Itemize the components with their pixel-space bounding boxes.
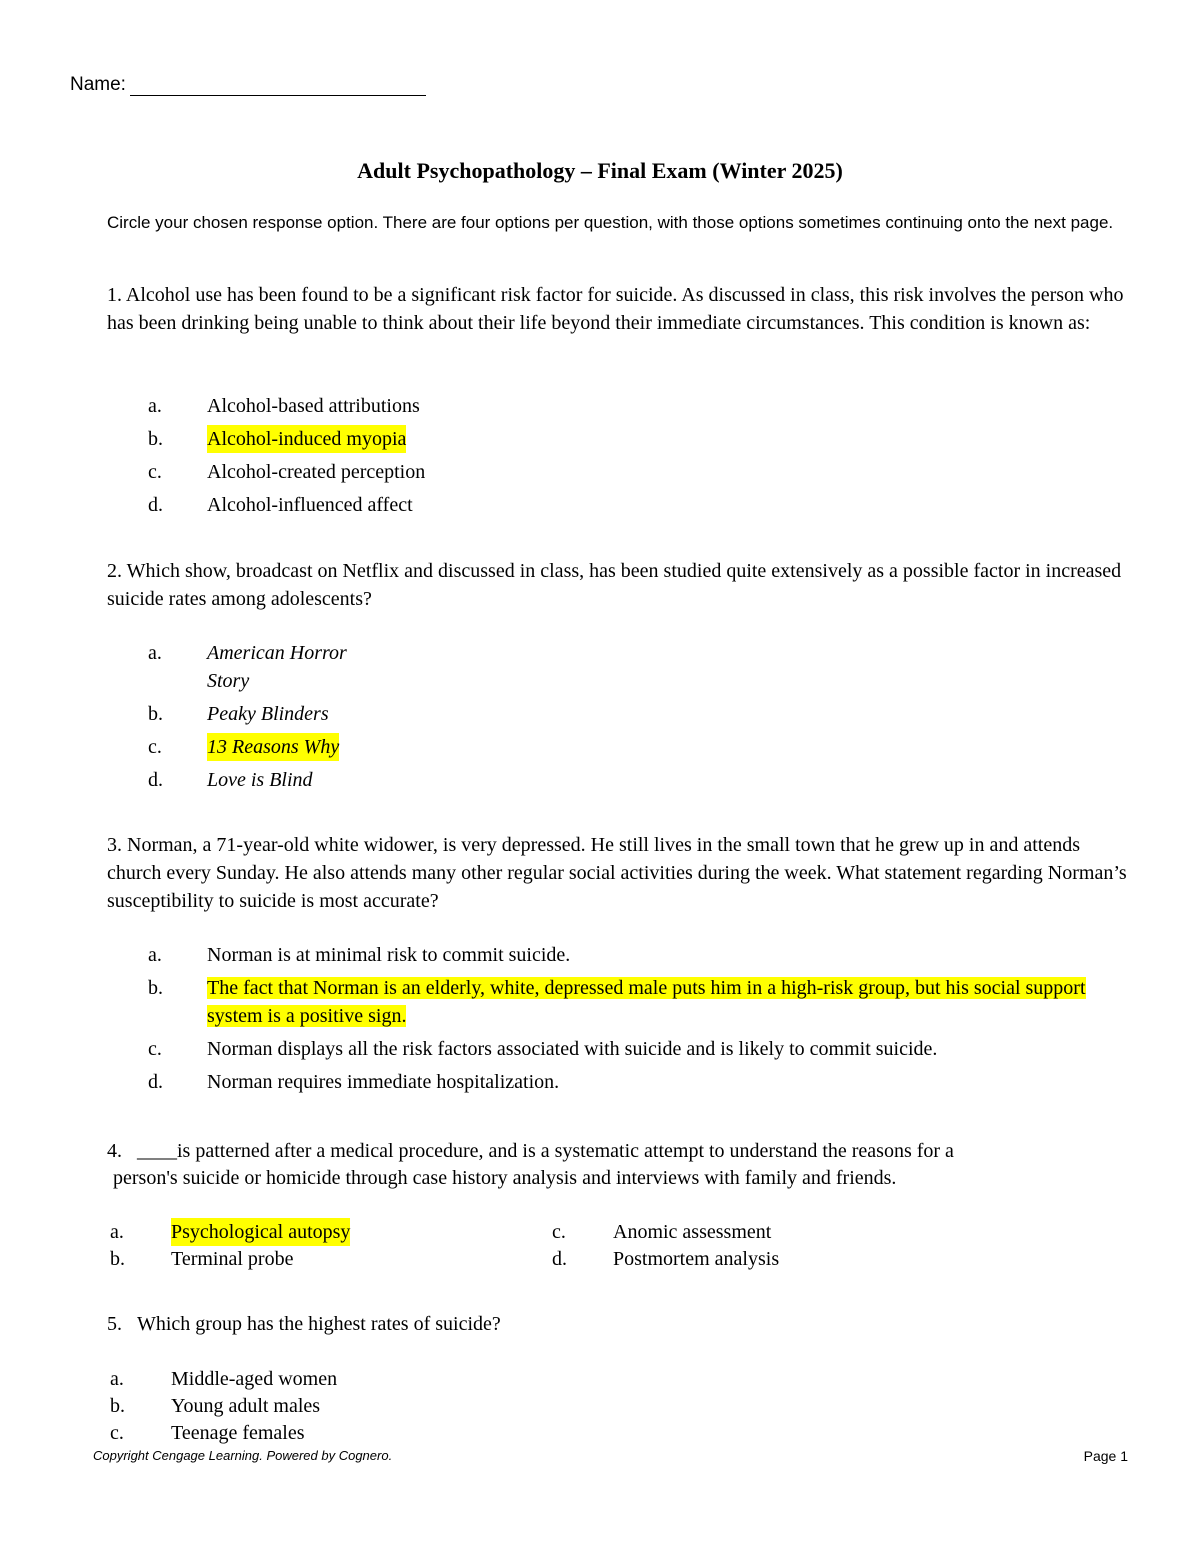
option-text: Anomic assessment [613, 1221, 772, 1243]
option-letter: a. [148, 395, 162, 417]
question-1-option-a[interactable] [0, 392, 1200, 420]
option-text: Alcohol-influenced affect [207, 494, 413, 516]
option-text: Terminal probe [171, 1248, 294, 1270]
option-letter: d. [552, 1248, 567, 1270]
fill-in-blank: ____ [137, 1140, 177, 1162]
question-5-stem [107, 1310, 1137, 1338]
option-letter: b. [148, 977, 163, 999]
question-4-stem-line2: person's suicide or homicide through case history analysis and interviews with family and friends. [113, 1167, 897, 1189]
option-text-highlighted: 13 Reasons Why [207, 733, 339, 761]
option-letter: c. [148, 461, 162, 483]
option-text: American Horror Story [207, 642, 347, 692]
option-text: Middle-aged women [171, 1368, 338, 1390]
option-text: Alcohol-created perception [207, 461, 426, 483]
question-2-option-b[interactable] [0, 700, 1200, 728]
footer-page-number: Page 1 [1083, 1448, 1128, 1464]
stem-text: Which group has the highest rates of suicide? [137, 1313, 501, 1335]
question-5-option-a[interactable] [0, 1365, 600, 1393]
question-2-option-c[interactable] [0, 733, 1200, 761]
option-text: Norman requires immediate hospitalization. [207, 1071, 560, 1093]
option-letter: b. [148, 703, 163, 725]
question-2-option-d[interactable] [0, 766, 1200, 794]
question-3-option-b[interactable] [0, 974, 1200, 1032]
name-blank-line[interactable] [130, 77, 426, 96]
option-letter: b. [110, 1395, 125, 1417]
option-letter: d. [148, 1071, 163, 1093]
page-title: Adult Psychopathology – Final Exam (Winter 2025) [357, 158, 843, 183]
question-4-option-d[interactable] [540, 1245, 1140, 1273]
question-2-option-a[interactable] [0, 639, 1200, 697]
option-letter: a. [110, 1221, 124, 1243]
name-field [70, 74, 426, 96]
question-5-option-c[interactable] [0, 1419, 600, 1447]
option-text: Postmortem analysis [613, 1248, 780, 1270]
highlight-span: The fact that Norman is an elderly, white, depressed male puts him in a high-risk group, but his social support system is a positive sign. [207, 977, 1086, 1027]
option-text: Young adult males [171, 1395, 321, 1417]
instructions: Circle your chosen response option. There are four options per question, with those options sometimes continuing onto the next page. [107, 213, 1114, 232]
question-3-option-d[interactable] [0, 1068, 1200, 1096]
question-1-stem: 1. Alcohol use has been found to be a significant risk factor for suicide. As discussed in class, this risk involves the person who has been drinking being unable to think about their life beyond their immediate circumstances. This condition is known as: [107, 284, 1124, 334]
option-text: Norman is at minimal risk to commit suicide. [207, 944, 571, 966]
question-4-option-c[interactable] [540, 1218, 1140, 1246]
option-letter: a. [148, 642, 162, 664]
option-letter: d. [148, 769, 163, 791]
question-number: 4. [107, 1140, 122, 1162]
question-3-stem: 3. Norman, a 71-year-old white widower, is very depressed. He still lives in the small town that he grew up in and attends church every Sunday. He also attends many other regular social activities during the week. What statement regarding Norman’s susceptibility to suicide is most accurate? [107, 834, 1127, 912]
option-text: Peaky Blinders [207, 703, 329, 725]
option-letter: c. [552, 1221, 566, 1243]
option-text: Alcohol-based attributions [207, 395, 420, 417]
option-letter: d. [148, 494, 163, 516]
option-letter: b. [110, 1248, 125, 1270]
question-5-option-b[interactable] [0, 1392, 600, 1420]
name-label: Name: [70, 74, 126, 95]
option-text: Norman displays all the risk factors associated with suicide and is likely to commit suicide. [207, 1038, 938, 1060]
option-text: Teenage females [171, 1422, 305, 1444]
option-text-highlighted [207, 974, 1087, 1030]
option-letter: c. [110, 1422, 124, 1444]
question-1-option-d[interactable] [0, 491, 1200, 519]
footer-copyright: Copyright Cengage Learning. Powered by Cognero. [93, 1448, 393, 1463]
option-letter: c. [148, 1038, 162, 1060]
question-3-option-a[interactable] [0, 941, 1200, 969]
option-letter: a. [148, 944, 162, 966]
question-4-option-a[interactable] [0, 1218, 540, 1246]
stem-text: is patterned after a medical procedure, and is a systematic attempt to understand the reasons for a [177, 1140, 954, 1162]
option-text: Love is Blind [207, 769, 313, 791]
option-text-highlighted: Alcohol-induced myopia [207, 425, 406, 453]
question-number: 5. [107, 1313, 122, 1335]
option-letter: b. [148, 428, 163, 450]
question-2-stem: 2. Which show, broadcast on Netflix and discussed in class, has been studied quite extensively as a possible factor in increased suicide rates among adolescents? [107, 560, 1122, 610]
option-letter: a. [110, 1368, 124, 1390]
question-4-stem [107, 1137, 1137, 1165]
option-text-highlighted: Psychological autopsy [171, 1218, 350, 1246]
question-1-option-c[interactable] [0, 458, 1200, 486]
question-4-option-b[interactable] [0, 1245, 540, 1273]
question-3-option-c[interactable] [0, 1035, 1200, 1063]
question-1-option-b[interactable] [0, 425, 1200, 453]
option-letter: c. [148, 736, 162, 758]
